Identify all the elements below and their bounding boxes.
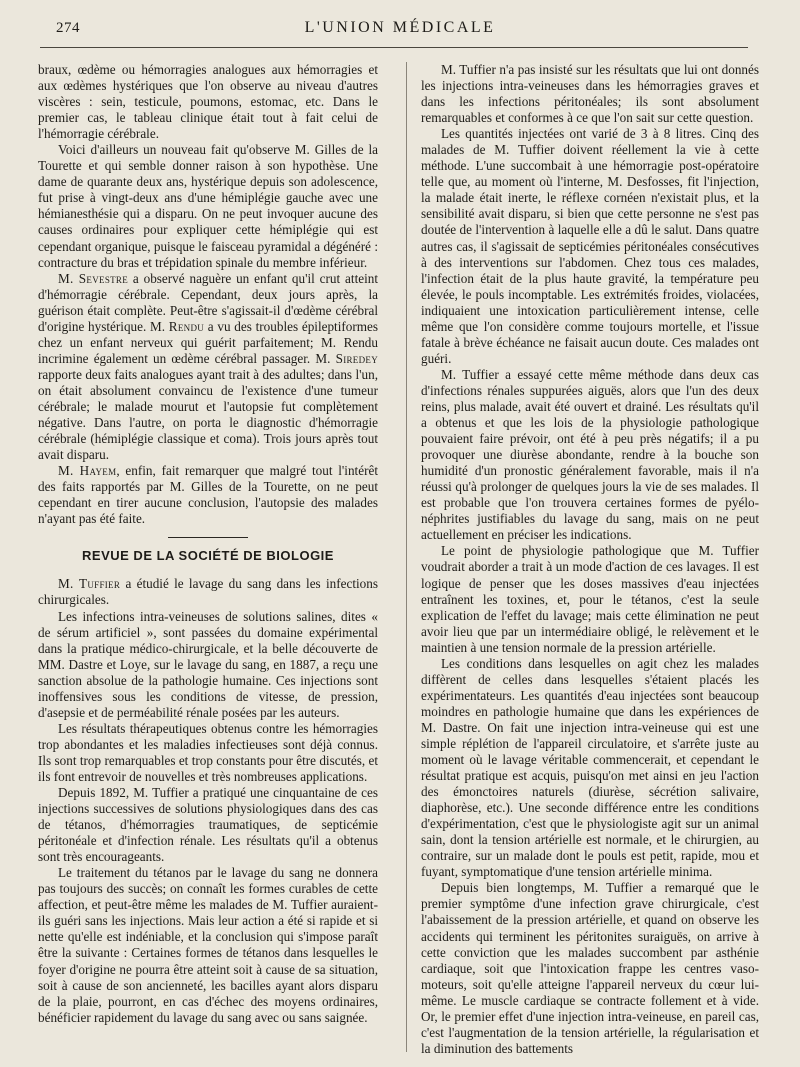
paragraph: Les résultats thérapeutiques obtenus contre les hémorragies trop abondantes et les maladies infectieuses sont déjà connus. Ils sont trop remarquables et trop constants pour être discutés, et ils font entrevoir de nouvelles et très nombreuses applications. [38, 720, 378, 784]
speaker-name: Siredey [335, 350, 378, 366]
paragraph: M. Tuffier a essayé cette même méthode dans deux cas d'infections rénales suppurées aiguës, alors que l'un des deux reins, plus malade, avait été ouvert et drainé. Les résultats qu'il a obtenus et que les lois de la physiologie pathologique pouvaient faire prévoir, ont été à peu près négatifs; il a pu provoquer une diurèse abondante, rendre à la bouche son humidité d'un pronostic généralement favorable, mais il n'a réussi qu'à prolonger de quelques jours la vie de ses malades. Il est probable que l'on trouvera certaines formes de pyélo-néphrites justifiables du lavage du sang, mais on ne peut actuellement en préciser les indications. [421, 366, 759, 543]
paragraph: braux, œdème ou hémorragies analogues aux hémorragies et aux œdèmes hystériques que l'on observe au niveau d'autres viscères : sein, testicule, poumons, estomac, etc. Dans le premier cas, le tableau clinique était tout à fait celui de l'hémorragie cérébrale. [38, 62, 378, 142]
paragraph: Le point de physiologie pathologique que M. Tuffier voudrait aborder a trait à un mode d'action de ces lavages. Il est logique de penser que les doses massives d'eau injectées entraînent les toxines, et, pour le tétanos, c'est la seule explication de l'effet du lavage; mais cette élimination ne peut avoir lieu que par un intermédiaire obligé, le relèvement et le maintien à une tension normale de la pression artérielle. [421, 543, 759, 655]
column-divider [406, 62, 407, 1052]
paragraph: Depuis bien longtemps, M. Tuffier a remarqué que le premier symptôme d'une infection grave chirurgicale, c'est l'abaissement de la pression artérielle, et quand on observe les accidents qui terminent les péritonites suraiguës, on arrive à cette conviction que les malades succombent par asthénie cardiaque, soit que l'intoxication frappe les centres vaso-moteurs, soit qu'elle atteigne l'appareil nerveux du cœur lui-même. Le muscle cardiaque se contracte follement et à vide. Or, le premier effet d'une injection intra-veineuse, en pareil cas, c'est l'augmentation de la tension artérielle, la régularisation et la diminution des battements [421, 880, 759, 1056]
page-number: 274 [56, 20, 80, 36]
paragraph-text: a vu des troubles épileptiformes chez un enfant nerveux qui guérit parfaitement; M. Rendu incrimine également un œdème cérébral passager. M. [38, 318, 379, 366]
section-heading: REVUE DE LA SOCIÉTÉ DE BIOLOGIE [82, 548, 334, 564]
paragraph: Les conditions dans lesquelles on agit chez les malades diffèrent de celles dans lesquelles s'étaient placés les expérimentateurs. Les quantités d'eau injectées sont beaucoup moindres en pathologie humaine que dans les expériences de M. Dastre. On fait une injection intra-veineuse qui est une simple réplétion de l'appareil circulatoire, et s'arrête juste au moment où le lavage véritable commencerait, et cependant le résultat pratique est acquis, puisqu'on met ainsi en jeu l'action des émonctoires naturels (diurèse, sécrétion salivaire, diaphorèse, etc.). Une seconde différence entre les conditions d'expérimentation, c'est que le physiologiste agit sur un animal sain, dont la tension artérielle est normale, et le chirurgien, au contraire, sur un malade dont le pouls est petit, rapide, mou et fuyant, symptomatique d'une tension artérielle minima. [421, 655, 759, 880]
speaker-name: M. Sevestre [58, 270, 129, 286]
paragraph: Les quantités injectées ont varié de 3 à 8 litres. Cinq des malades de M. Tuffier doivent réellement la vie à cette méthode. L'une succombait à une hémorragie post-opératoire telle que, au moment où l'interne, M. Desfosses, fit l'injection, la malade était inerte, le réflexe cornéen n'existait plus, et la sensibilité avait disparu, si bien que cette personne ne s'est pas doutée de l'intervention à laquelle elle a dû le salut. Dans quatre autres cas, il s'agissait de septicémies péritonéales consécutives à des interventions sur l'abdomen. Chez tous ces malades, l'infection était de la plus haute gravité, la température peu élevée, le pouls incomptable. Les extrémités froides, violacées, indiquaient une intoxication particulièrement intense, celle même que l'on considère comme toujours mortelle, et l'issue fatale à brève échéance ne faisait aucun doute. Ces malades ont guéri. [421, 126, 759, 366]
paragraph: Les infections intra-veineuses de solutions salines, dites « de sérum artificiel », sont passées du domaine expérimental dans la pratique médico-chirurgicale, et la belle découverte de MM. Dastre et Loye, sur le lavage du sang, en 1887, a reçu une sanction absolue de la pathologie humaine. Ces injections sont inoffensives sous les conditions de vitesse, de pression, d'asepsie et de perméabilité rénale posées par les auteurs. [38, 608, 378, 720]
speaker-name: Rendu [168, 318, 205, 334]
speaker-name: M. Tuffier [58, 576, 121, 592]
paragraph: Voici d'ailleurs un nouveau fait qu'observe M. Gilles de la Tourette et qui semble donner raison à son hypothèse. Une dame de quarante deux ans, hystérique depuis son adolescence, fut prise à vingt-deux ans d'une hémiplégie gauche avec une hémianesthésie qui a disparu. On ne peut invoquer aucune des causes ordinaires pour expliquer cette hémiplégie qui est cependant organique, puisque le faisceau pyramidal a dégénéré : contracture du bras et trépidation spinale du membre inférieur. [38, 142, 378, 270]
paragraph-text: rapporte deux faits analogues ayant trait à des adultes; dans l'un, on était absolument convaincu de l'existence d'une tumeur cérébrale; le malade mourut et l'autopsie fut complètement négative. Dans l'autre, on porta le diagnostic d'hémorragie cérébrale (hémiplégie classique et coma). Trois jours après tout avait disparu. [38, 366, 378, 463]
paragraph [38, 463, 378, 527]
paragraph-text: a étudié le lavage du sang dans les infections chirurgicales. [38, 576, 378, 608]
paragraph-text: a observé naguère un enfant qu'il crut atteint d'hémorragie cérébrale. Cependant, deux jours après, la guérison était complète. Peut-être s'agissait-il d'œdème cérébral d'origine hystérique. M. [38, 270, 379, 334]
paragraph-text: , enfin, fait remarquer que malgré tout l'intérêt des faits rapportés par M. Gilles de la Tourette, on ne peut cependant en tirer aucune conclusion, l'autopsie des malades n'ayant pas été faite. [38, 463, 378, 527]
speaker-name: M. Hayem [58, 463, 117, 479]
paragraph: Depuis 1892, M. Tuffier a pratiqué une cinquantaine de ces injections successives de solutions physiologiques dans des cas de tétanos, d'hémorragies traumatiques, de septicémie péritonéale et d'infection rénale. Les résultats qu'il a obtenus sont très encourageants. [38, 785, 378, 865]
paragraph [38, 576, 378, 608]
right-column [421, 62, 759, 1057]
paragraph: Le traitement du tétanos par le lavage du sang ne donnera pas toujours des succès; on connaît les formes curables de cette affection, et peut-être même les malades de M. Tuffier auraient-ils guéri sans les injections. Mais leur action a été si rapide et si nette qu'elle est indéniable, et la conclusion qui s'impose paraît être la suivante : Certaines formes de tétanos dans lesquelles le foyer d'origine ne pourra être atteint soit à cause de sa situation, soit à cause de son ancienneté, les bacilles ayant alors disparu de la plaie, pourront, en cas d'échec des moyens ordinaires, bénéficier rapidement du lavage du sang avec ou sans saignée. [38, 865, 378, 1025]
section-rule [168, 537, 248, 538]
header-rule [40, 47, 748, 48]
paragraph [38, 271, 378, 464]
left-column [38, 62, 378, 1026]
page-header [40, 14, 760, 46]
running-title: L'UNION MÉDICALE [304, 19, 496, 36]
paragraph: M. Tuffier n'a pas insisté sur les résultats que lui ont donnés les injections intra-veineuses dans les hémorragies graves et dans les infections péritonéales; ils sont absolument remarquables et conformes à ce que l'on sait sur cette question. [421, 62, 759, 126]
